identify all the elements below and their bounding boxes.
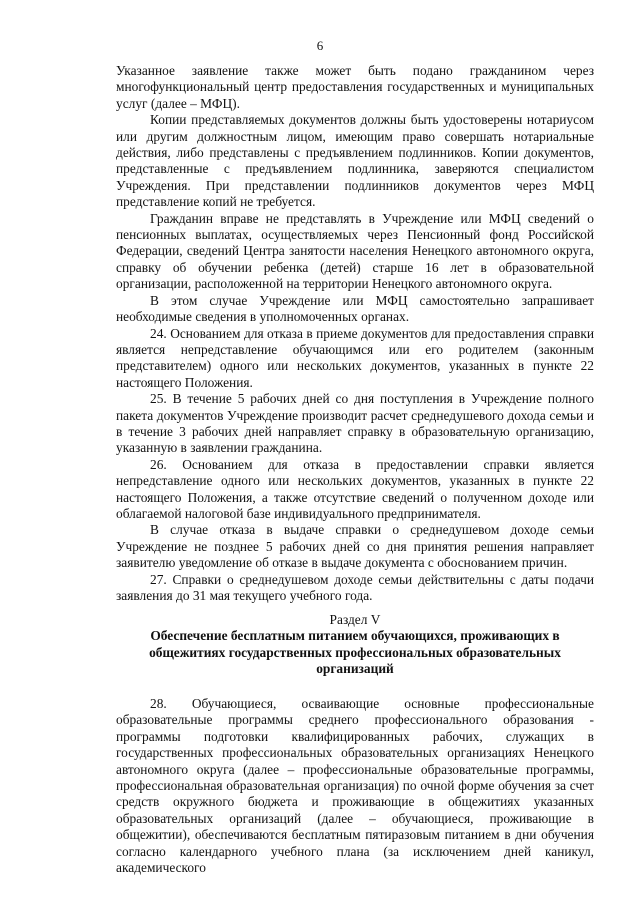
paragraph: В этом случае Учреждение или МФЦ самостоятельно запрашивает необходимые сведения в уполномоченных органах. xyxy=(116,292,594,325)
paragraph: Указанное заявление также может быть подано гражданином через многофункциональный центр предоставления государственных и муниципальных услуг (далее – МФЦ). xyxy=(116,63,594,111)
paragraph: 27. Справки о среднедушевом доходе семьи действительны с даты подачи заявления до 31 мая текущего учебного года. xyxy=(116,571,594,603)
body-text-top xyxy=(116,63,594,604)
paragraph: 24. Основанием для отказа в приеме документов для предоставления справки является непредставление обучающимся или его родителем (законным представителем) одного или нескольких документов, указанных в пункте 22 настоящего Положения. xyxy=(116,325,594,390)
paragraph: 28. Обучающиеся, осваивающие основные профессиональные образовательные программы среднего профессионального образования - программы подготовки квалифицированных рабочих, служащих в государственных профессиональных образовательных организациях Ненецкого автономного округа (далее – профессиональные образовательные программы, профессиональная образовательная организация) по очной форме обучения за счет средств окружного бюджета и проживающие в общежитиях указанных образовательных организаций (далее – обучающиеся, проживающие в общежитии), обеспечиваются бесплатным пятиразовым питанием в дни обучения согласно календарного учебного плана (за исключением дней каникул, академического xyxy=(116,696,594,876)
paragraph: 26. Основанием для отказа в предоставлении справки является непредставление одного или нескольких документов, указанных в пункте 22 настоящего Положения, а также отсутствие сведений о полученном доходе или облагаемой налоговой базе индивидуального предпринимателя. xyxy=(116,456,594,521)
paragraph: Копии представляемых документов должны быть удостоверены нотариусом или другим должностным лицом, имеющим право совершать нотариальные действия, либо представлены с предъявлением подлинников. Копии документов, представленные с предъявлением подлинника, заверяются специалистом Учреждения. При представлении подлинников документов через МФЦ представление копий не требуется. xyxy=(116,112,594,210)
section-header xyxy=(116,612,594,678)
paragraph: В случае отказа в выдаче справки о среднедушевом доходе семьи Учреждение не позднее 5 рабочих дней со дня принятия решения направляет заявителю уведомление об отказе в выдаче документа с обоснованием причин. xyxy=(116,522,594,571)
paragraph: 25. В течение 5 рабочих дней со дня поступления в Учреждение полного пакета документов Учреждение производит расчет среднедушевого дохода семьи и в течение 3 рабочих дней направляет справку в образовательную организацию, указанную в заявлении гражданина. xyxy=(116,391,594,456)
paragraph: Гражданин вправе не представлять в Учреждение или МФЦ сведений о пенсионных выплатах, осуществляемых через Пенсионный фонд Российской Федерации, сведений Центра занятости населения Ненецкого автономного округа, справку об обучении ребенка (детей) старше 16 лет в образовательной организации, расположенной на территории Ненецкого автономного округа. xyxy=(116,210,594,292)
body-text-bottom xyxy=(116,696,594,876)
section-title: Обеспечение бесплатным питанием обучающихся, проживающих в общежитиях государственных профессиональных образовательных организаций xyxy=(149,628,561,677)
section-heading: Раздел V xyxy=(329,612,381,627)
page-number: 6 xyxy=(316,38,324,53)
